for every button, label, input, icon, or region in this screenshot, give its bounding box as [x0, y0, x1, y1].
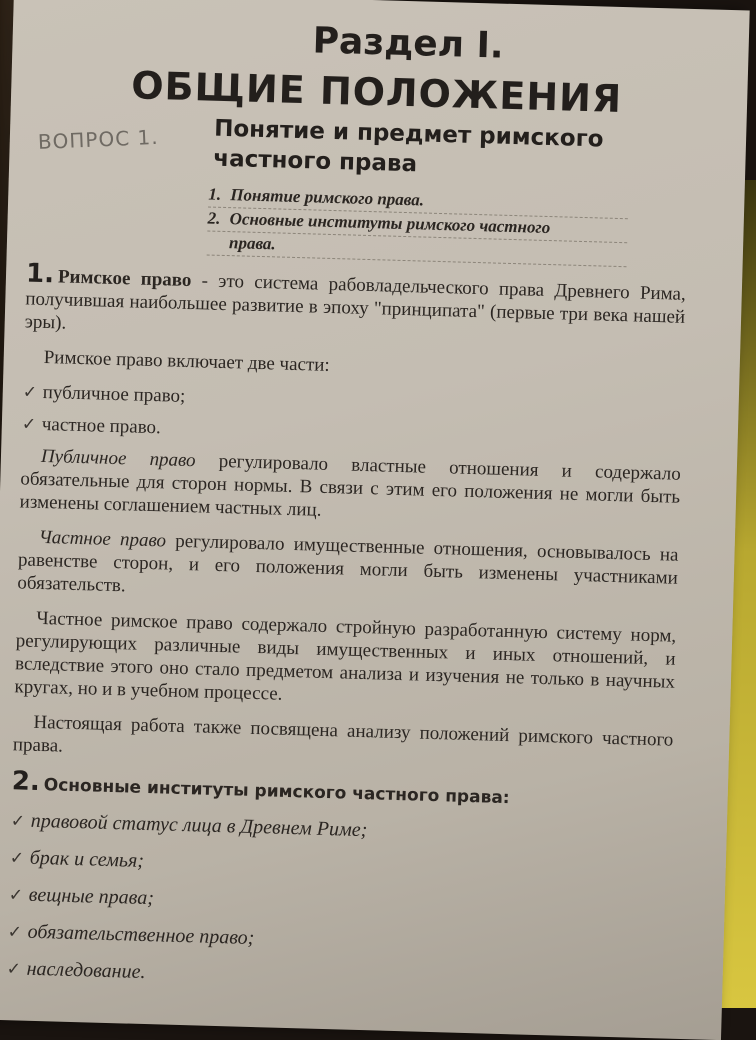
plan-item-text: права. — [228, 233, 276, 254]
list-item — [10, 808, 670, 851]
private-law-text: регулировало имущественные отношения, основывалось на равенстве сторон, и его положения могли быть изменены участниками обязательств. — [17, 530, 679, 597]
section-title: ОБЩИЕ ПОЛОЖЕНИЯ — [130, 63, 623, 122]
work-paragraph: Настоящая работа также посвящена анализу положений римского частного права. — [12, 711, 674, 757]
checkmark-icon: ✓ — [22, 382, 38, 403]
public-law-paragraph — [19, 444, 681, 531]
part1-definition — [24, 258, 687, 351]
plan-item-number: 2. — [207, 208, 221, 228]
part2-heading-row — [11, 766, 671, 814]
list-item-text: вещные права; — [28, 883, 155, 910]
list-item-text: обязательственное право; — [27, 920, 255, 950]
list-item-text: наследование. — [26, 957, 146, 984]
page-body — [6, 258, 687, 1011]
checkmark-icon: ✓ — [9, 848, 25, 869]
part1-number: 1. — [25, 258, 55, 290]
checkmark-icon: ✓ — [21, 414, 37, 435]
list-item-text: брак и семья; — [29, 846, 145, 872]
checkmark-icon: ✓ — [7, 922, 23, 943]
checkmark-icon: ✓ — [6, 959, 22, 980]
section-label: Раздел I. — [312, 20, 505, 67]
checkmark-icon: ✓ — [10, 811, 26, 832]
list-item-text: частное право. — [41, 413, 162, 439]
plan-item-number: 1. — [208, 184, 222, 204]
part2-number: 2. — [11, 766, 41, 798]
part2-heading: Основные институты римского частного права: — [43, 775, 510, 809]
question-plan — [207, 184, 629, 268]
private-law-paragraph — [17, 525, 679, 612]
term-roman-law: Римское право — [57, 266, 192, 292]
term-public-law: Публичное право — [40, 445, 196, 472]
list-item — [8, 882, 668, 925]
list-item — [9, 845, 669, 888]
list-item-text: правовой статус лица в Древнем Риме; — [30, 809, 368, 842]
plan-item-text: Понятие римского права. — [230, 185, 425, 210]
list-item — [6, 956, 666, 999]
list-item-text: публичное право; — [42, 381, 186, 407]
definition-text: - это система рабовладельческого права Древнего Рима, получившая наибольшее развитие в эпоху "принципата" (первые три века нашей эры). — [24, 270, 687, 334]
question-title: Понятие и предмет римского частного права — [213, 115, 604, 178]
institutes-list — [6, 808, 671, 999]
public-law-text: регулировало властные отношения и содержало обязательные для сторон нормы. В связи с этим его положения не могли быть изменены соглашением частных лиц. — [19, 450, 682, 521]
checkmark-icon: ✓ — [8, 885, 24, 906]
parts-intro: Римское право включает две части: — [43, 346, 331, 376]
list-item — [7, 919, 667, 962]
question-label: ВОПРОС 1. — [37, 124, 160, 154]
system-paragraph: Частное римское право содержало стройную разработанную систему норм, регулирующих различные виды имущественных и иных отношений, и вследствие этого оно стало предметом анализа и изучения не только в научных кругах, но и в учебном процессе. — [14, 607, 677, 705]
plan-item-text: Основные институты римского частного — [229, 209, 551, 238]
term-private-law: Частное право — [38, 526, 167, 552]
